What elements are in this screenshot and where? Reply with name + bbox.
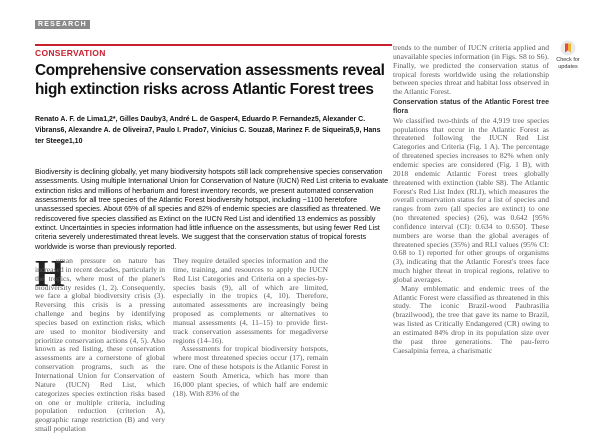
body-column-2: [173, 257, 328, 399]
drop-cap: H: [35, 253, 65, 295]
paragraph: They require detailed species information and the time, training, and resources to apply the IUCN Red List Categories and Criteria on a species-by-species basis (9), all of which are limited, especially in the tropics (4, 10). Therefore, automated assessments are increasingly being proposed as complements or alternatives to manual assessments (4, 11–15) to provide first-track conservation assessments for megadiverse regions (14–16).: [173, 256, 328, 345]
badge-line2: updates: [558, 63, 578, 70]
section-tag: RESEARCH: [35, 20, 90, 29]
body-column-1: uman pressure on nature has increased in recent decades, particularly in the tropics, where most of the planet's biodiversity resides (1, 2). Consequently, we face a global biodiversity crisis (3). Reversing this crisis is a pressing challenge and begins by identifying species based on extinction risks, which are used to monitor biodiversity and prioritize conservation actions (4, 5). Also known as red listing, these conservation assessments are a cornerstone of global conservation programs, such as the International Union for Conservation of Nature (IUCN) Red List, which categorizes species extinction risks based on one or multiple criteria, including population reduction (criterion A), geographic range restriction (B) and very small population: [35, 256, 165, 434]
badge-line1: Check for: [556, 57, 580, 63]
paragraph: Many emblematic and endemic trees of the Atlantic Forest were classified as threatened in this study. The iconic Brazil-wood Paubrasilia (brazilwood), the tree that gave its name to Brazil, was listed as Critically Endangered (CR) owing to an estimated 84% drop in its population size over the past three generations. The pau-ferro Caesalpinia ferrea, a charismatic: [393, 283, 549, 355]
subheading: Conservation status of the Atlantic Forest tree flora: [393, 99, 549, 115]
paragraph: Assessments for tropical biodiversity hotspots, where most threatened species occur (17), remain rare. One of these hotspots is the Atlantic Forest in eastern South America, which has more than 16,000 plant species, of which half are endemic (18). With 83% of the: [173, 344, 328, 398]
author-list: Renato A. F. de Lima1,2*, Gilles Dauby3, André L. de Gasper4, Eduardo P. Fernandez5, Alexander C. Vibrans6, Alexandre A. de Oliveira7, Paulo I. Prado7, Vinícius C. Souza8, Marinez F. de Siqueira5,9, Hans ter Steege1,10: [35, 116, 381, 145]
bookmark-icon: [560, 40, 576, 56]
check-for-updates-badge[interactable]: [548, 40, 588, 76]
body-column-3: [393, 44, 549, 356]
section-divider: [35, 44, 392, 46]
article-title: Comprehensive conservation assessments reveal high extinction risks across Atlantic Forest trees: [35, 62, 385, 98]
paragraph: We classified two-thirds of the 4,919 tree species populations that occur in the Atlantic Forest as threatened following the IUCN Red List Categories and Criteria (Fig. 1 A). The percentage of threatened species increases to 82% when only endemic species are considered (Fig. 1 B), with 2018 endemic Atlantic Forest trees globally threatened with extinction (table S8). The Atlantic Forest's Red List Index (RLI), which measures the overall conservation status for a list of species and ranges from zero (all species are extinct) to one (no threatened species) (26), was 0.642 [95% confidence interval (CI): 0.634 to 0.650]. These numbers are worse than the global averages of threatened species (35%) and RLI values (95% CI: 0.68 to 1) reported for other groups of organisms (3), indicating that the Atlantic Forest's trees face much higher threat in tropical regions, relative to global averages.: [393, 115, 549, 284]
article-category: CONSERVATION: [35, 48, 106, 58]
paragraph: trends to the number of IUCN criteria applied and unavailable species information (in Figs. S8 to S6). Finally, we predicted the conservation status of tropical forests worldwide using the relationship between species threat and habitat loss observed in the Atlantic Forest.: [393, 43, 549, 97]
abstract: Biodiversity is declining globally, yet many biodiversity hotspots still lack comprehensive species conservation assessments. Using multiple International Union for Conservation of Nature (IUCN) Red List criteria to evaluate extinction risks and millions of herbarium and forest inventory records, we present automated conservation assessments for all tree species of the Atlantic Forest biodiversity hotspot, including ~1100 heretofore unassessed species. About 65% of all species and 82% of endemic species are classified as threatened. We rediscovered five species classified as Extinct on the IUCN Red List and identified 13 endemics as possibly extinct. Uncertainties in species information had little influence on the assessments, but using fewer Red List criteria severely underestimated threat levels. We suggest that the conservation status of tropical forests worldwide is worse than previously reported.: [35, 167, 389, 251]
badge-label: [548, 57, 588, 70]
